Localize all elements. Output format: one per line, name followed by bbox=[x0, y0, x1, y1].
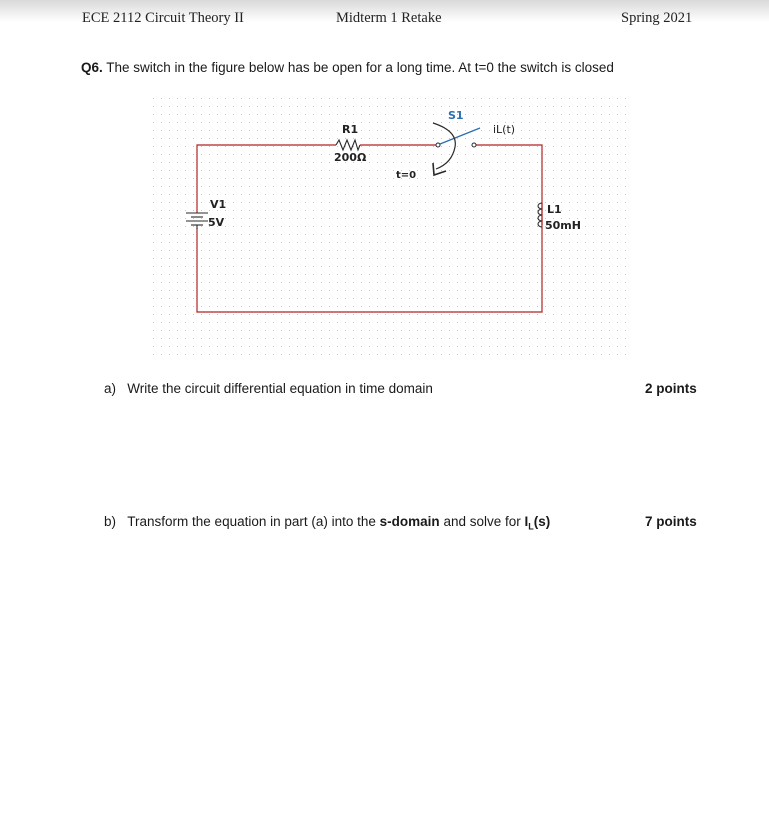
resistor-name: R1 bbox=[342, 123, 359, 136]
source-value: 5V bbox=[208, 216, 225, 229]
part-b-points: 7 points bbox=[645, 514, 697, 529]
part-b-variable: $I_L(s)$ bbox=[524, 514, 551, 532]
part-b bbox=[104, 514, 550, 532]
term-label: Spring 2021 bbox=[621, 10, 693, 26]
inductor-value: 50mH bbox=[545, 219, 581, 232]
course-title: ECE 2112 Circuit Theory II bbox=[82, 10, 244, 26]
circuit-schematic bbox=[150, 95, 626, 357]
question-q6 bbox=[81, 60, 614, 75]
part-a-points: 2 points bbox=[645, 381, 697, 396]
current-label: iL(t) bbox=[493, 123, 516, 136]
part-b-text-before: Transform the equation in part (a) into the bbox=[127, 514, 380, 529]
source-name: V1 bbox=[210, 198, 227, 211]
resistor-value: 200Ω bbox=[334, 151, 367, 164]
part-a-text: Write the circuit differential equation in time domain bbox=[127, 381, 433, 396]
part-a bbox=[104, 381, 433, 396]
part-a-label: a) bbox=[104, 381, 117, 396]
question-text: The switch in the figure below has be open for a long time. At t=0 the switch is closed bbox=[102, 60, 614, 75]
part-b-s-domain: s-domain bbox=[379, 514, 440, 529]
exam-title: Midterm 1 Retake bbox=[336, 10, 442, 26]
part-b-label: b) bbox=[104, 514, 117, 529]
question-number: Q6. bbox=[81, 60, 103, 75]
part-b-text-after: and solve for bbox=[439, 514, 525, 529]
switch-time-label: t=0 bbox=[396, 170, 417, 181]
inductor-name: L1 bbox=[547, 203, 562, 216]
switch-name: S1 bbox=[448, 109, 464, 122]
